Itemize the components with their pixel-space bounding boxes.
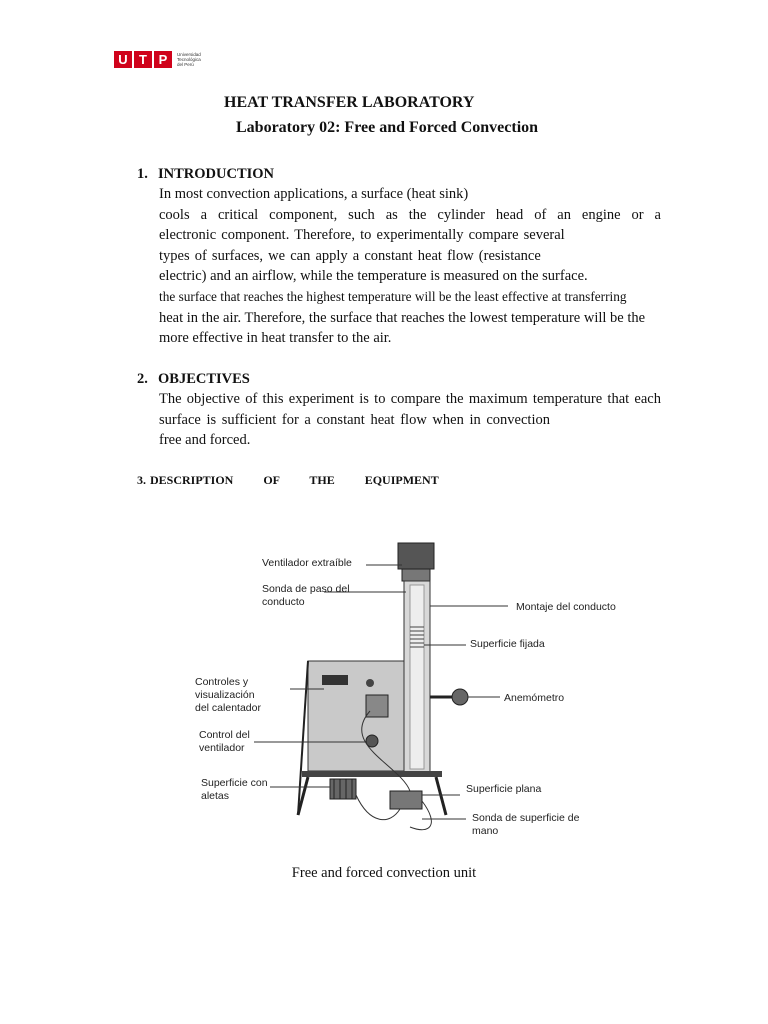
paragraph-line: the surface that reaches the highest temperature will be the least effective at transferring bbox=[159, 288, 627, 304]
document-title: HEAT TRANSFER LABORATORY bbox=[224, 94, 475, 111]
logo-letter-t: T bbox=[134, 51, 152, 68]
label-anemometer: Anemómetro bbox=[504, 692, 565, 704]
section-3-heading bbox=[137, 473, 439, 488]
logo-letter-p: P bbox=[154, 51, 172, 68]
section-number: 2. bbox=[137, 371, 148, 387]
paragraph-line: electric) and an airflow, while the temperature is measured on the surface. bbox=[159, 268, 588, 285]
paragraph-line: heat in the air. Therefore, the surface that reaches the lowest temperature will be the bbox=[159, 309, 646, 326]
section-number: 3. bbox=[137, 473, 146, 487]
paragraph-line: types of surfaces, we can apply a constant heat flow (resistance bbox=[159, 247, 541, 264]
paragraph-line: more effective in heat transfer to the air. bbox=[159, 330, 392, 347]
label-duct-probe bbox=[262, 583, 350, 609]
label-fan-control bbox=[199, 729, 250, 755]
label-line: ventilador bbox=[199, 742, 245, 754]
label-line: Sonda de paso del bbox=[262, 583, 350, 595]
section-title: DESCRIPTION OF THE EQUIPMENT bbox=[150, 473, 439, 487]
figure-caption: Free and forced convection unit bbox=[291, 865, 477, 881]
fan-unit bbox=[398, 543, 434, 569]
label-flat-surface: Superficie plana bbox=[466, 783, 542, 795]
label-line: Controles y bbox=[195, 676, 249, 688]
label-finned-surface bbox=[201, 777, 268, 803]
document-subtitle: Laboratory 02: Free and Forced Convection bbox=[236, 119, 539, 136]
section-title: OBJECTIVES bbox=[158, 371, 250, 387]
paragraph-line: In most convection applications, a surface (heat sink) bbox=[159, 186, 469, 202]
section-2-body bbox=[159, 389, 661, 451]
label-line: Control del bbox=[199, 729, 250, 741]
utp-logo bbox=[114, 51, 205, 68]
paragraph-line: surface is sufficient for a constant heat flow when in convection bbox=[159, 411, 550, 428]
flat-surface bbox=[390, 791, 422, 809]
equipment-figure bbox=[190, 535, 640, 845]
label-fixed-surface: Superficie fijada bbox=[470, 638, 545, 650]
label-heater-controls bbox=[195, 676, 261, 715]
label-line: aletas bbox=[201, 790, 230, 802]
section-1-body bbox=[159, 184, 661, 349]
section-1-heading bbox=[137, 166, 274, 183]
label-line: Sonda de superficie de bbox=[472, 812, 580, 824]
logo-letter-u: U bbox=[114, 51, 132, 68]
section-title: INTRODUCTION bbox=[158, 166, 275, 182]
label-line: visualización bbox=[195, 689, 255, 701]
label-line: conducto bbox=[262, 596, 305, 608]
label-line: mano bbox=[472, 825, 499, 837]
logo-subtitle: Universidad Tecnológica del Perú bbox=[177, 52, 201, 67]
paragraph-line: The objective of this experiment is to compare the maximum temperature that each bbox=[159, 391, 661, 407]
paragraph-line: cools a critical component, such as the cylinder head of an engine or a bbox=[159, 206, 661, 223]
label-duct-mount: Montaje del conducto bbox=[516, 601, 616, 613]
paragraph-line: free and forced. bbox=[159, 432, 251, 449]
label-hand-surface-probe bbox=[472, 812, 579, 838]
label-line: del calentador bbox=[195, 702, 261, 714]
label-line: Superficie con bbox=[201, 777, 268, 789]
label-removable-fan: Ventilador extraíble bbox=[262, 557, 352, 569]
section-number: 1. bbox=[137, 166, 148, 182]
section-2-heading bbox=[137, 371, 250, 388]
paragraph-line: electronic component. Therefore, to experimentally compare several bbox=[159, 227, 565, 244]
anemometer bbox=[452, 689, 468, 705]
